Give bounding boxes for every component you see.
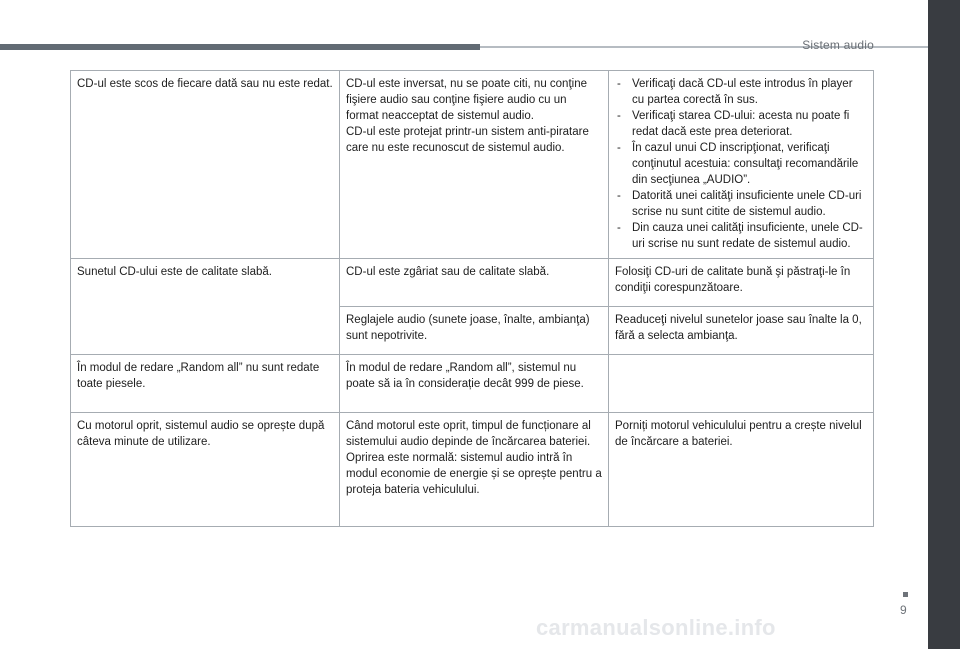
table-row [71,259,874,307]
list-item: - Verificaţi starea CD-ului: acesta nu poate fi redat dacă este prea deteriorat. [615,108,867,140]
page-marker [903,592,908,597]
problem-cell: CD-ul este scos de fiecare dată sau nu este redat. [71,71,340,259]
troubleshooting-table [70,70,874,527]
problem-cell: Sunetul CD-ului este de calitate slabă. [71,259,340,355]
solution-cell [609,71,874,259]
page-number: 9 [900,603,907,617]
problem-cell: În modul de redare „Random all” nu sunt redate toate piesele. [71,355,340,413]
solution-list [615,76,867,252]
cause-cell: Reglajele audio (sunete joase, înalte, ambianţa) sunt nepotrivite. [340,307,609,355]
side-tab [928,0,960,649]
solution-cell: Folosiţi CD-uri de calitate bună şi păstraţi-le în condiţii corespunzătoare. [609,259,874,307]
cause-cell [340,413,609,527]
cause-cell [340,71,609,259]
solution-cell: Porniți motorul vehiculului pentru a crește nivelul de încărcare a bateriei. [609,413,874,527]
cause-paragraph: Când motorul este oprit, timpul de funcționare al sistemului audio depinde de încărcarea bateriei. [346,420,591,448]
cause-paragraph: CD-ul este protejat printr-un sistem anti-piratare care nu este recunoscut de sistemul audio. [346,126,589,154]
watermark: carmanualsonline.info [536,615,776,640]
cause-paragraph: Oprirea este normală: sistemul audio intră în modul economie de energie și se oprește pentru a proteja bateria vehiculului. [346,452,602,496]
list-item: - În cazul unui CD inscripţionat, verificaţi conţinutul acestuia: consultaţi recomandările din secţiunea „AUDIO”. [615,140,867,188]
table-row [71,71,874,259]
list-item: - Datorită unei calităţi insuficiente unele CD-uri scrise nu sunt citite de sistemul audio. [615,188,867,220]
table-row [71,355,874,413]
cause-cell: CD-ul este zgâriat sau de calitate slabă. [340,259,609,307]
cause-cell: În modul de redare „Random all”, sistemul nu poate să ia în considerație decât 999 de piese. [340,355,609,413]
cause-paragraph: CD-ul este inversat, nu se poate citi, nu conţine fişiere audio sau conţine fişiere audio cu un format neacceptat de sistemul audio. [346,78,587,122]
problem-cell: Cu motorul oprit, sistemul audio se oprește după câteva minute de utilizare. [71,413,340,527]
section-title: Sistem audio [802,38,874,52]
solution-cell [609,355,874,413]
table-row [71,413,874,527]
list-item: - Din cauza unei calităţi insuficiente, unele CD-uri scrise nu sunt redate de sistemul audio. [615,220,867,252]
header-rule-dark [0,44,480,50]
solution-cell: Readuceţi nivelul sunetelor joase sau înalte la 0, fără a selecta ambianţa. [609,307,874,355]
list-item: - Verificaţi dacă CD-ul este introdus în player cu partea corectă în sus. [615,76,867,108]
